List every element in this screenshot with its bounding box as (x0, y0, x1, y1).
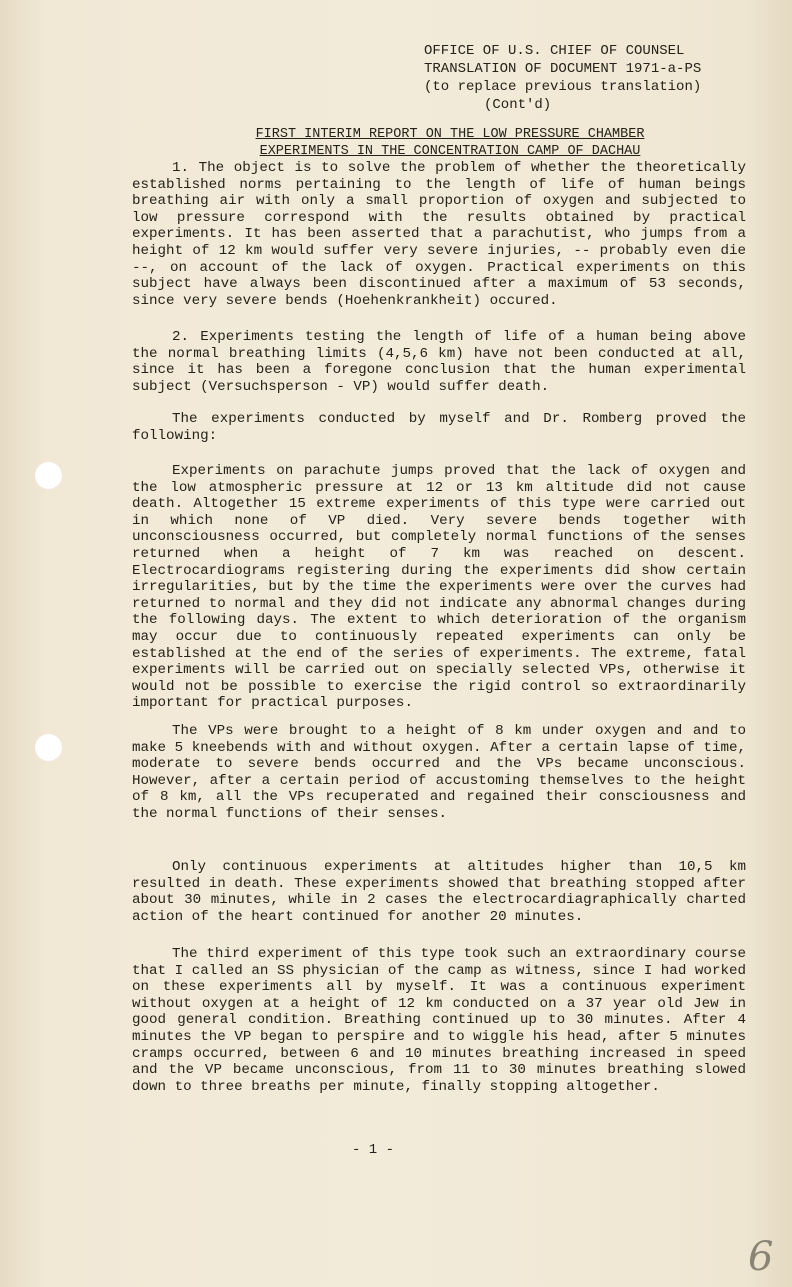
punch-hole (35, 734, 62, 761)
header-line: (Cont'd) (484, 97, 552, 113)
paragraph: Only continuous experiments at altitudes higher than 10,5 km resulted in death. These experiments showed that breathing stopped after about 30 minutes, while in 2 cases the electrocardiagraphically charted action of the heart continued for another 20 minutes. (132, 859, 746, 925)
header-line: (to replace previous translation) (424, 79, 702, 95)
paragraph: The third experiment of this type took such an extraordinary course that I called an SS physician of the camp as witness, since I had worked on these experiments all by myself. It was a continuous experiment without oxygen at a height of 12 km conducted on a 37 year old Jew in good general condition. Breathing continued up to 30 minutes. After 4 minutes the VP began to perspire and to wiggle his head, after 5 minutes cramps occurred, between 6 and 10 minutes breathing increased in speed and the VP became unconscious, from 11 to 30 minutes breathing slowed down to three breaths per minute, finally stopping altogether. (132, 946, 746, 1095)
punch-hole (35, 462, 62, 489)
handwritten-page-mark: 6 (748, 1234, 774, 1280)
page-number: - 1 - (352, 1142, 395, 1158)
paragraph: The experiments conducted by myself and Dr. Romberg proved the following: (132, 411, 746, 444)
office-header (424, 42, 724, 114)
header-line: OFFICE OF U.S. CHIEF OF COUNSEL (424, 43, 685, 59)
paragraph: The VPs were brought to a height of 8 km under oxygen and and to make 5 kneebends with and without oxygen. After a certain lapse of time, moderate to severe bends occurred and the VPs became unconscious. However, after a certain period of accustoming themselves to the height of 8 km, all the VPs recuperated and regained their consciousness and the normal functions of their senses. (132, 723, 746, 822)
paragraph: Experiments on parachute jumps proved that the lack of oxygen and the low atmospheric pressure at 12 or 13 km altitude did not cause death. Altogether 15 extreme experiments of this type were carried out in which none of VP died. Very severe bends together with unconsciousness occurred, but completely normal functions of the senses returned when a height of 7 km was reached on descent. Electrocardiograms registering during the experiments did show certain irregularities, but by the time the experiments were over the curves had returned to normal and they did not indicate any abnormal changes during the following days. The extent to which deterioration of the organism may occur due to continuously repeated experiments can only be established at the end of the series of experiments. The extreme, fatal experiments will be carried out on specially selected VPs, otherwise it would not be possible to exercise the rigid control so extraordinarily important for practical purposes. (132, 463, 746, 712)
paragraph: 1. The object is to solve the problem of whether the theoretically established norms pertaining to the length of life of human beings breathing air with only a small proportion of oxygen and subjected to low pressure correspond with the results obtained by practical experiments. It has been asserted that a parachutist, who jumps from a height of 12 km would suffer very severe injuries, -- probably even die --, on account of the lack of oxygen. Practical experiments on this subject have always been discontinued after a maximum of 53 seconds, since very severe bends (Hoehenkrankheit) occured. (132, 160, 746, 309)
title-line: FIRST INTERIM REPORT ON THE LOW PRESSURE CHAMBER (255, 127, 645, 142)
header-line: TRANSLATION OF DOCUMENT 1971-a-PS (424, 61, 702, 77)
report-title (240, 126, 660, 160)
paragraph: 2. Experiments testing the length of life of a human being above the normal breathing limits (4,5,6 km) have not been conducted at all, since it has been a foregone conclusion that the human experimental subject (Versuchsperson - VP) would suffer death. (132, 329, 746, 395)
title-line: EXPERIMENTS IN THE CONCENTRATION CAMP OF DACHAU (259, 144, 641, 159)
